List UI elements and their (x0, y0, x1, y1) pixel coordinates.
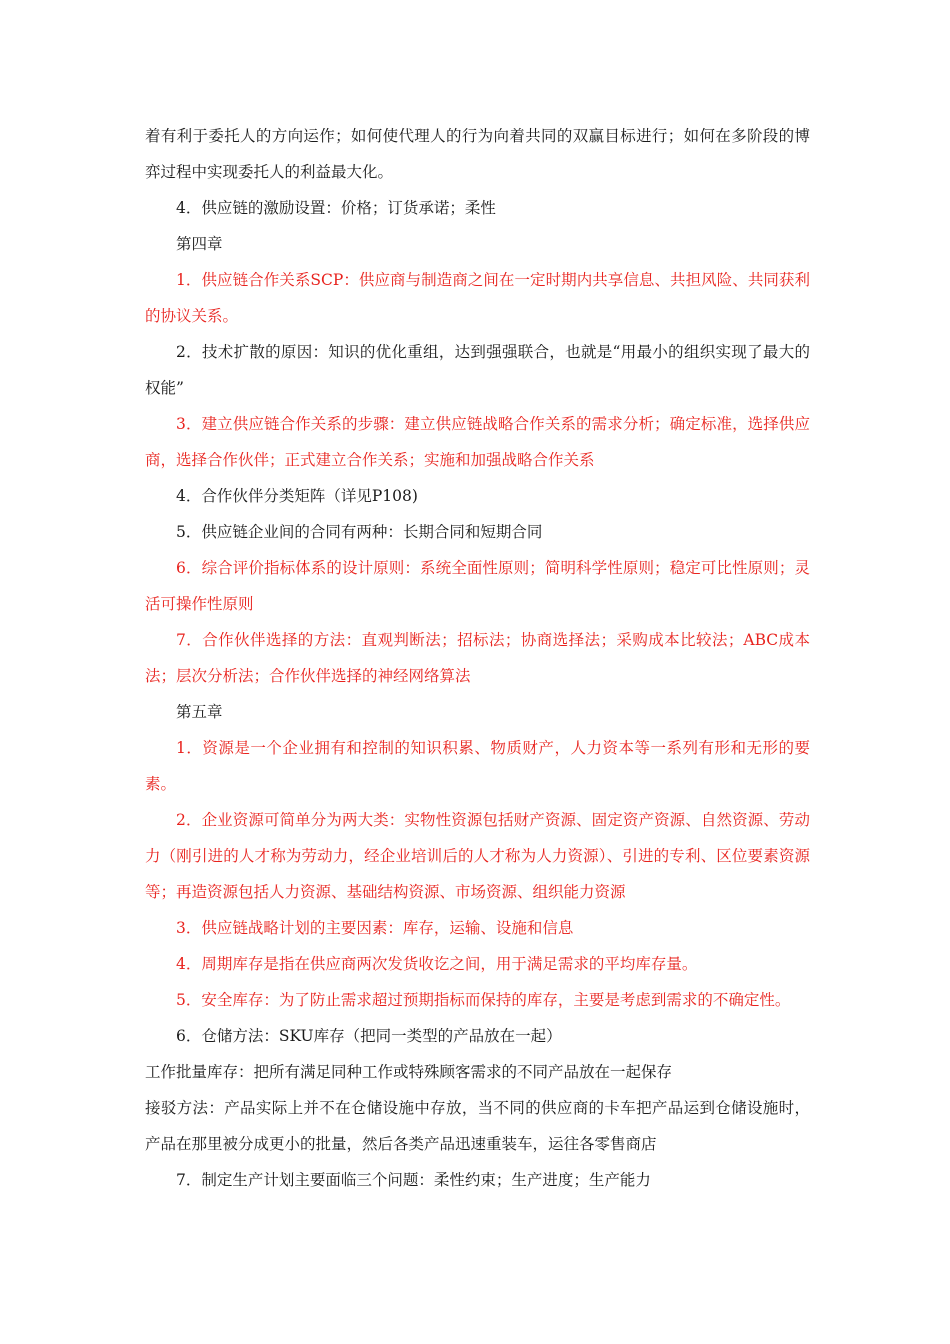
paragraph-partnership-steps: 3．建立供应链合作关系的步骤：建立供应链战略合作关系的需求分析；确定标准，选择供应商，选择合作伙伴；正式建立合作关系；实施和加强战略合作关系 (145, 415, 810, 469)
paragraph-cycle-inventory: 4．周期库存是指在供应商两次发货收讫之间，用于满足需求的平均库存量。 (176, 955, 698, 973)
paragraph-safety-stock: 5．安全库存：为了防止需求超过预期指标而保持的库存，主要是考虑到需求的不确定性。 (176, 991, 791, 1009)
paragraph-contract-types: 5．供应链企业间的合同有两种：长期合同和短期合同 (176, 523, 543, 541)
paragraph-continuation: 着有利于委托人的方向运作；如何使代理人的行为向着共同的双赢目标进行；如何在多阶段的博弈过程中实现委托人的利益最大化。 (145, 127, 810, 181)
paragraph-warehousing-sku: 6．仓储方法：SKU库存（把同一类型的产品放在一起） (176, 1027, 562, 1045)
paragraph-job-lot-storage: 工作批量库存：把所有满足同种工作或特殊顾客需求的不同产品放在一起保存 (145, 1063, 673, 1081)
paragraph-evaluation-principles: 6．综合评价指标体系的设计原则：系统全面性原则；简明科学性原则；稳定可比性原则；灵活可操作性原则 (145, 559, 810, 613)
chapter-4-heading: 第四章 (176, 235, 223, 253)
paragraph-partner-selection-methods: 7．合作伙伴选择的方法：直观判断法；招标法；协商选择法；采购成本比较法；ABC成本法；层次分析法；合作伙伴选择的神经网络算法 (145, 631, 810, 685)
paragraph-resource-categories: 2．企业资源可简单分为两大类：实物性资源包括财产资源、固定资产资源、自然资源、劳动力（刚引进的人才称为劳动力，经企业培训后的人才称为人力资源）、引进的专利、区位要素资源等；再造资源包括人力资源、基础结构资源、市场资源、组织能力资源 (145, 811, 810, 901)
paragraph-resource-definition: 1．资源是一个企业拥有和控制的知识积累、物质财产，人力资本等一系列有形和无形的要素。 (145, 739, 810, 793)
paragraph-incentive-settings: 4．供应链的激励设置：价格；订货承诺；柔性 (176, 199, 496, 217)
paragraph-tech-diffusion: 2．技术扩散的原因：知识的优化重组，达到强强联合，也就是“用最小的组织实现了最大的权能” (145, 343, 810, 397)
document-body (145, 118, 810, 1198)
paragraph-scp-definition: 1．供应链合作关系SCP：供应商与制造商之间在一定时期内共享信息、共担风险、共同获利的协议关系。 (145, 271, 810, 325)
paragraph-production-planning: 7．制定生产计划主要面临三个问题：柔性约束；生产进度；生产能力 (176, 1171, 651, 1189)
chapter-5-heading: 第五章 (176, 703, 223, 721)
paragraph-strategic-factors: 3．供应链战略计划的主要因素：库存，运输、设施和信息 (176, 919, 574, 937)
paragraph-partner-matrix: 4．合作伙伴分类矩阵（详见P108) (176, 487, 418, 505)
paragraph-cross-docking: 接驳方法：产品实际上并不在仓储设施中存放，当不同的供应商的卡车把产品运到仓储设施时，产品在那里被分成更小的批量，然后各类产品迅速重装车，运往各零售商店 (145, 1099, 810, 1153)
